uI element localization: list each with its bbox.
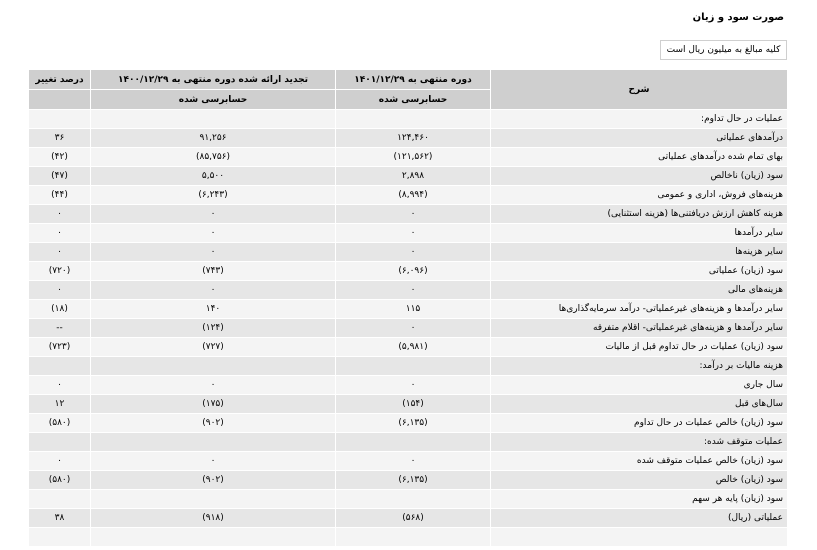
row-change-percent: (۷۲۰): [29, 262, 91, 281]
row-value-previous: (۱۷۵): [91, 395, 336, 414]
table-row: [29, 262, 788, 281]
row-value-previous: [91, 490, 336, 509]
header-row: [29, 70, 788, 90]
row-value-previous: (۹۱۸): [91, 509, 336, 528]
row-change-percent: ۱۲: [29, 395, 91, 414]
table-row: [29, 224, 788, 243]
row-value-current: ۰: [336, 205, 491, 224]
row-value-current: ۰: [336, 319, 491, 338]
row-change-percent: [29, 433, 91, 452]
row-description: سال‌های قبل: [491, 395, 788, 414]
row-value-current: [336, 528, 491, 547]
row-change-percent: (۱۸): [29, 300, 91, 319]
table-row: [29, 319, 788, 338]
row-value-previous: ۰: [91, 224, 336, 243]
row-description: [491, 528, 788, 547]
header-period: دوره منتهی به ۱۴۰۱/۱۲/۲۹: [336, 70, 491, 90]
row-description: هزینه کاهش ارزش دریافتنی‌ها (هزینه استثنایی): [491, 205, 788, 224]
row-value-current: [336, 110, 491, 129]
row-description: سود (زیان) عملیات در حال تداوم قبل از مالیات: [491, 338, 788, 357]
row-value-previous: [91, 528, 336, 547]
row-description: عملیاتی (ریال): [491, 509, 788, 528]
header-description: شرح: [491, 70, 788, 110]
table-row: [29, 205, 788, 224]
row-value-current: (۵۶۸): [336, 509, 491, 528]
table-row: [29, 338, 788, 357]
statement-title: صورت سود و زیان: [692, 12, 784, 23]
row-description: سایر درآمدها: [491, 224, 788, 243]
row-change-percent: [29, 490, 91, 509]
row-value-previous: (۱۲۴): [91, 319, 336, 338]
row-change-percent: ۳۸: [29, 509, 91, 528]
table-row: [29, 509, 788, 528]
row-value-previous: ۹۱,۲۵۶: [91, 129, 336, 148]
table-row: [29, 452, 788, 471]
header-change: درصد تغییر: [29, 70, 91, 90]
row-value-previous: (۹۰۲): [91, 471, 336, 490]
table-row: [29, 414, 788, 433]
row-change-percent: [29, 110, 91, 129]
row-description: عملیات در حال تداوم:: [491, 110, 788, 129]
row-description: سایر درآمدها و هزینه‌های غیرعملیاتی- درآمد سرمایه‌گذاری‌ها: [491, 300, 788, 319]
table-row: [29, 148, 788, 167]
row-value-current: ۰: [336, 224, 491, 243]
row-change-percent: ۳۶: [29, 129, 91, 148]
table-row: [29, 281, 788, 300]
row-change-percent: (۷۲۳): [29, 338, 91, 357]
row-change-percent: ۰: [29, 224, 91, 243]
table-row: [29, 376, 788, 395]
table-row: [29, 186, 788, 205]
row-change-percent: (۴۲): [29, 148, 91, 167]
table-row: [29, 395, 788, 414]
row-value-current: (۶,۱۳۵): [336, 414, 491, 433]
table-row: [29, 300, 788, 319]
row-description: سود (زیان) خالص عملیات متوقف شده: [491, 452, 788, 471]
row-description: عملیات متوقف شده:: [491, 433, 788, 452]
row-change-percent: --: [29, 319, 91, 338]
row-value-previous: ۱۴۰: [91, 300, 336, 319]
row-description: سود (زیان) عملیاتی: [491, 262, 788, 281]
row-value-current: ۰: [336, 452, 491, 471]
row-description: هزینه‌های مالی: [491, 281, 788, 300]
header-blank: [29, 90, 91, 110]
table-row: [29, 243, 788, 262]
row-value-current: ۰: [336, 281, 491, 300]
row-change-percent: ۰: [29, 376, 91, 395]
row-change-percent: [29, 528, 91, 547]
row-change-percent: (۵۸۰): [29, 414, 91, 433]
row-change-percent: ۰: [29, 281, 91, 300]
row-description: سایر درآمدها و هزینه‌های غیرعملیاتی- اقلام متفرقه: [491, 319, 788, 338]
row-value-previous: [91, 110, 336, 129]
row-value-current: (۱۵۴): [336, 395, 491, 414]
row-value-previous: [91, 433, 336, 452]
row-change-percent: (۴۷): [29, 167, 91, 186]
units-note: کلیه مبالغ به میلیون ریال است: [660, 40, 787, 60]
row-value-previous: [91, 357, 336, 376]
row-value-current: [336, 357, 491, 376]
table-row: [29, 129, 788, 148]
row-value-current: [336, 433, 491, 452]
row-value-current: ۱۲۴,۴۶۰: [336, 129, 491, 148]
table-row: [29, 110, 788, 129]
row-value-previous: (۶,۲۴۳): [91, 186, 336, 205]
table-row: [29, 471, 788, 490]
row-value-current: ۰: [336, 243, 491, 262]
row-value-previous: ۰: [91, 452, 336, 471]
row-change-percent: ۰: [29, 452, 91, 471]
table-row: [29, 167, 788, 186]
row-value-current: ۰: [336, 376, 491, 395]
row-value-previous: ۵,۵۰۰: [91, 167, 336, 186]
row-value-previous: (۷۲۷): [91, 338, 336, 357]
row-change-percent: [29, 357, 91, 376]
row-value-current: (۶,۰۹۶): [336, 262, 491, 281]
row-change-percent: (۵۸۰): [29, 471, 91, 490]
table-row: [29, 433, 788, 452]
row-description: درآمدهای عملیاتی: [491, 129, 788, 148]
row-value-previous: (۷۴۳): [91, 262, 336, 281]
row-value-previous: ۰: [91, 243, 336, 262]
row-value-previous: (۸۵,۷۵۶): [91, 148, 336, 167]
header-audited-current: حسابرسی شده: [336, 90, 491, 110]
row-value-previous: ۰: [91, 205, 336, 224]
row-value-previous: (۹۰۲): [91, 414, 336, 433]
row-value-previous: ۰: [91, 281, 336, 300]
row-value-current: ۲,۸۹۸: [336, 167, 491, 186]
row-value-current: [336, 490, 491, 509]
row-change-percent: (۴۴): [29, 186, 91, 205]
row-description: سود (زیان) خالص: [491, 471, 788, 490]
row-description: سود (زیان) پایه هر سهم: [491, 490, 788, 509]
header-restated: تجدید ارائه شده دوره منتهی به ۱۴۰۰/۱۲/۲۹: [91, 70, 336, 90]
table-row: [29, 357, 788, 376]
row-value-current: ۱۱۵: [336, 300, 491, 319]
row-value-current: (۵,۹۸۱): [336, 338, 491, 357]
row-value-current: (۱۲۱,۵۶۲): [336, 148, 491, 167]
row-value-current: (۸,۹۹۴): [336, 186, 491, 205]
row-description: هزینه‌های فروش، اداری و عمومی: [491, 186, 788, 205]
row-description: سود (زیان) ناخالص: [491, 167, 788, 186]
table-row: [29, 528, 788, 547]
row-change-percent: ۰: [29, 205, 91, 224]
row-description: سال جاری: [491, 376, 788, 395]
row-description: هزینه مالیات بر درآمد:: [491, 357, 788, 376]
row-value-previous: ۰: [91, 376, 336, 395]
row-description: بهای تمام شده درآمدهای عملیاتی: [491, 148, 788, 167]
row-description: سود (زیان) خالص عملیات در حال تداوم: [491, 414, 788, 433]
row-description: سایر هزینه‌ها: [491, 243, 788, 262]
row-value-current: (۶,۱۳۵): [336, 471, 491, 490]
row-change-percent: ۰: [29, 243, 91, 262]
header-audited-previous: حسابرسی شده: [91, 90, 336, 110]
table-row: [29, 490, 788, 509]
income-statement-table: [28, 69, 788, 547]
